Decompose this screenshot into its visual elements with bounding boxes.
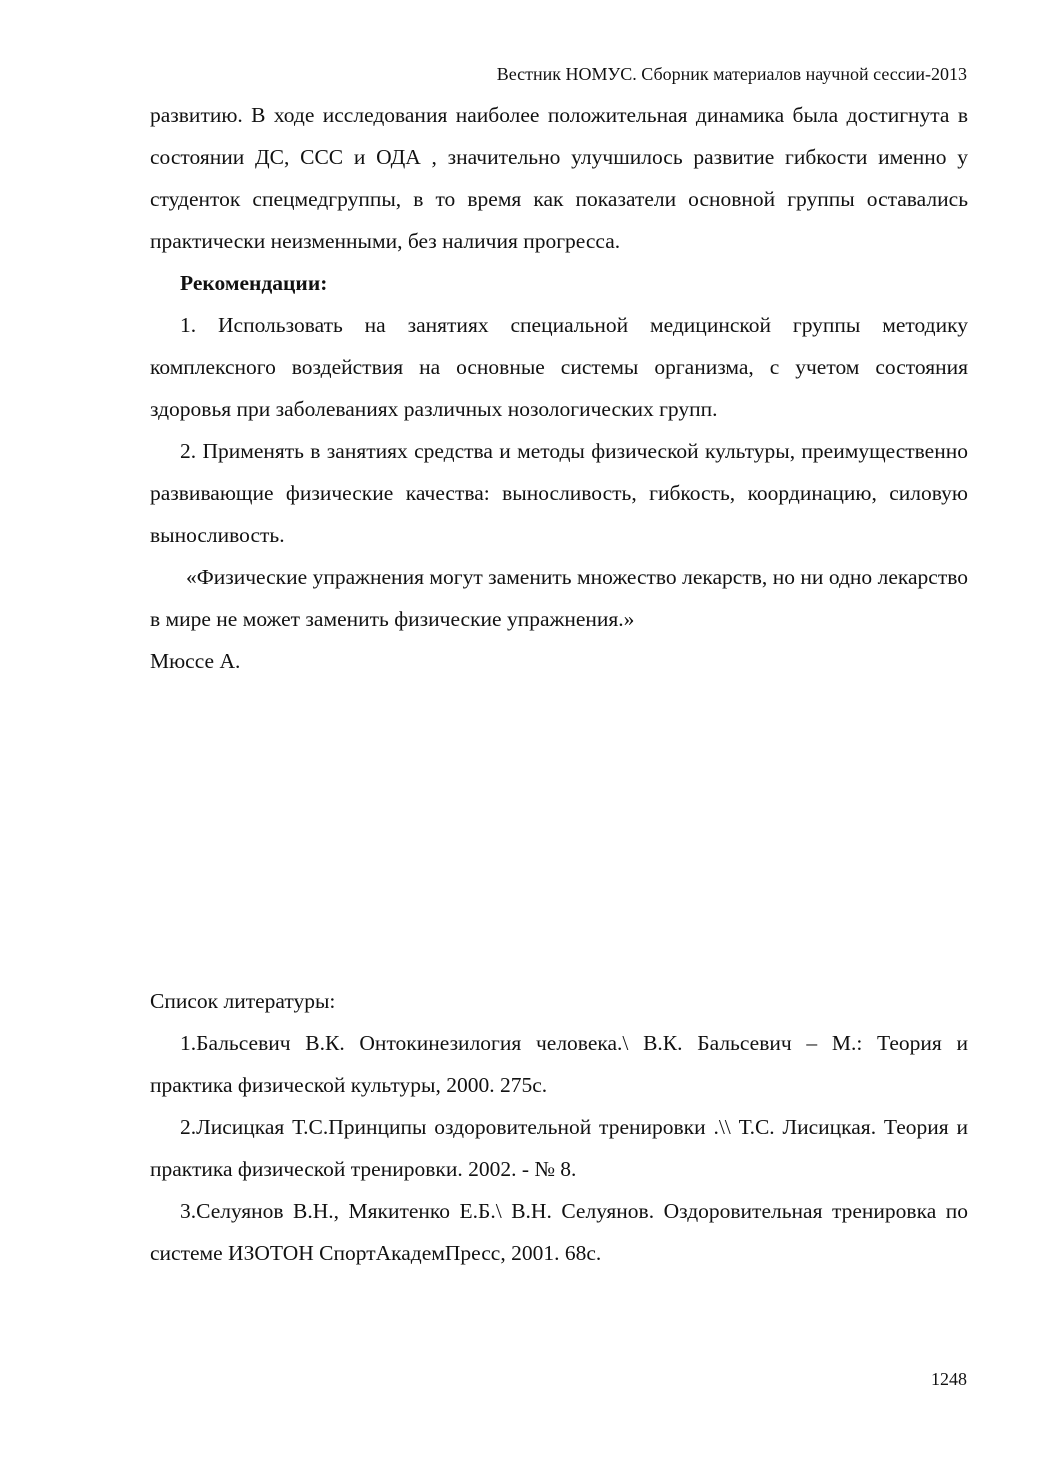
reference-item: 3.Селуянов В.Н., Мякитенко Е.Б.\ В.Н. Селуянов. Оздоровительная тренировка по системе ИЗОТОН СпортАкадемПресс, 2001. 68с. [150, 1199, 968, 1265]
main-text [150, 94, 968, 682]
page-number: 1248 [931, 1369, 967, 1389]
reference-item: 1.Бальсевич В.К. Онтокинезилогия человека.\ В.К. Бальсевич – М.: Теория и практика физической культуры, 2000. 275с. [150, 1031, 968, 1097]
recommendation-item: 1. Использовать на занятиях специальной медицинской группы методику комплексного воздействия на основные системы организма, с учетом состояния здоровья при заболеваниях различных нозологических групп. [150, 313, 968, 421]
references-heading: Список литературы: [150, 989, 336, 1013]
continuation-paragraph: развитию. В ходе исследования наиболее положительная динамика была достигнута в состоянии ДС, ССС и ОДА , значительно улучшилось развитие гибкости именно у студенток спецмедгруппы, в то время как показатели основной группы оставались практически неизменными, без наличия прогресса. [150, 103, 968, 253]
running-header: Вестник НОМУС. Сборник материалов научной сессии-2013 [496, 64, 967, 84]
recommendation-item: 2. Применять в занятиях средства и методы физической культуры, преимущественно развивающие физические качества: выносливость, гибкость, координацию, силовую выносливость. [150, 439, 968, 547]
quote-author: Мюссе А. [150, 649, 241, 673]
epigraph-quote: «Физические упражнения могут заменить множество лекарств, но ни одно лекарство в мире не может заменить физические упражнения.» [150, 565, 968, 631]
reference-item: 2.Лисицкая Т.С.Принципы оздоровительной тренировки .\\ Т.С. Лисицкая. Теория и практика физической тренировки. 2002. - № 8. [150, 1115, 968, 1181]
references-section [150, 980, 968, 1274]
recommendations-heading: Рекомендации: [180, 271, 328, 295]
